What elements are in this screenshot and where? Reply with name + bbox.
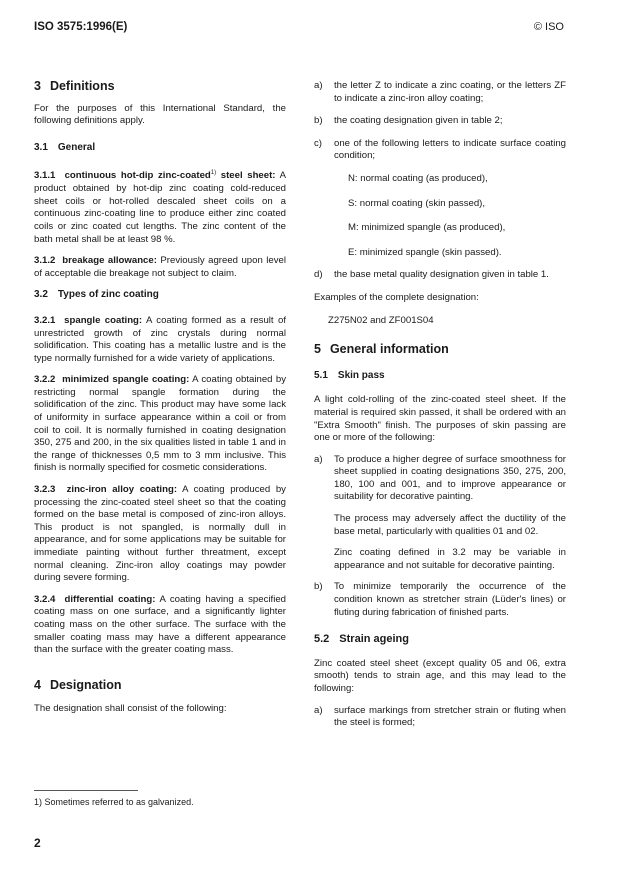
- section-3-1-heading: 3.1 General: [34, 141, 96, 153]
- def-3-2-4: 3.2.4 differential coating: A coating having a specified coating mass on one surface, and a significantly lighter coating mass on the other surface. The surface with the smaller coating mass may have a different appearance than the surface with the greater coating mass.: [34, 593, 286, 656]
- def-3-2-1: 3.2.1 spangle coating: A coating formed as a result of unrestricted growth of zinc crystals during normal solidification. This coating has a metallic lustre and is the type normally furnished for a wide variety of applications.: [34, 314, 286, 364]
- skin-pass-text: A light cold-rolling of the zinc-coated steel sheet. If the material is required skin passed, it shall be ordered with an "Extra Smooth" finish. The purposes of skin passing are one or more of the following:: [314, 394, 566, 444]
- section-4-heading: 4 Designation: [34, 677, 122, 692]
- strain-ageing-item-a: a) surface markings from stretcher strain or fluting when the steel is formed;: [314, 704, 566, 729]
- designation-item-b: b) the coating designation given in table 2;: [314, 115, 503, 127]
- section-3-intro: For the purposes of this International Standard, the following definitions apply.: [34, 102, 286, 127]
- def-3-2-2: 3.2.2 minimized spangle coating: A coating obtained by restricting normal spangle formation during the solidification of the zinc. This product may have some lack of uniformity in surface appearance within a coil or from coil to coil. It is normally furnished in coating designation 350, 275 and 200, in the six qualities listed in table 1 and in the range of thicknesses 0,5 mm to 3 mm inclusive. This finish is normally specified for cosmetic considerations.: [34, 374, 286, 474]
- section-5-1-heading: 5.1 Skin pass: [314, 369, 385, 381]
- condition-e: E: minimized spangle (skin passed).: [348, 246, 502, 258]
- skin-pass-note-1: The process may adversely affect the ductility of the base metal, particularly with qualities 01 and 02.: [334, 513, 566, 537]
- condition-n: N: normal coating (as produced),: [348, 172, 488, 184]
- condition-m: M: minimized spangle (as produced),: [348, 222, 506, 234]
- designation-item-c: c) one of the following letters to indicate surface coating condition;: [314, 137, 566, 162]
- designation-item-d: d) the base metal quality designation given in table 1.: [314, 269, 549, 281]
- def-3-1-2: 3.1.2 breakage allowance: Previously agreed upon level of acceptable die breakage not subject to claim.: [34, 255, 286, 279]
- def-3-1-1: 3.1.1 continuous hot-dip zinc-coated$^{1)}$ steel sheet: A product obtained by hot-dip zinc coating cold-reduced sheet coils or hot-rolled descaled sheet coils on a continuous zinc-coating line to produce either zinc coated coils or zinc coated cut lengths. The zinc content of the bath metal shall be at least 98 %.: [34, 170, 286, 245]
- skin-pass-item-a: a) To produce a higher degree of surface smoothness for sheet supplied in coating designations 350, 275, 200, 180, 100 and 001, and to improve appearance or suitability for decorative painting.: [314, 453, 566, 503]
- def-3-2-3: 3.2.3 zinc-iron alloy coating: A coating produced by processing the zinc-coated steel sheet so that the coating formed on the base metal is composed of zinc-iron alloys. This product is not spangled, is normally dull in appearance, and for some applications may be suitable for immediate painting without further threatment, except normal cleaning. Zinc-iron alloy coatings may powder during severe forming.: [34, 484, 286, 584]
- footnote: 1) Sometimes referred to as galvanized.: [34, 797, 194, 807]
- section-4-intro: The designation shall consist of the following:: [34, 703, 227, 715]
- page-number: 2: [34, 836, 41, 850]
- skin-pass-note-2: Zinc coating defined in 3.2 may be variable in appearance and not suitable for decorative painting.: [334, 547, 566, 571]
- skin-pass-item-b: b) To minimize temporarily the occurrence of the condition known as stretcher strain (Lüder's lines) or fluting during fabrication of finished parts.: [314, 581, 566, 618]
- strain-ageing-text: Zinc coated steel sheet (except quality 05 and 06, extra smooth) tends to strain age, and this may lead to the following:: [314, 657, 566, 694]
- right-column: [314, 80, 566, 730]
- copyright: © ISO: [533, 21, 564, 33]
- examples-label: Examples of the complete designation:: [314, 291, 479, 303]
- section-3-2-heading: 3.2 Types of zinc coating: [34, 289, 159, 301]
- section-5-heading: 5 General information: [314, 342, 449, 357]
- left-column: [34, 80, 286, 716]
- condition-s: S: normal coating (skin passed),: [348, 197, 486, 209]
- doc-id: ISO 3575:1996(E): [34, 21, 128, 33]
- footnote-rule: [34, 790, 138, 791]
- examples-code: Z275N02 and ZF001S04: [328, 314, 434, 326]
- designation-item-a: a) the letter Z to indicate a zinc coating, or the letters ZF to indicate a zinc-iron alloy coating;: [314, 80, 566, 104]
- section-3-heading: 3 Definitions: [34, 79, 115, 93]
- section-5-2-heading: 5.2 Strain ageing: [314, 633, 409, 646]
